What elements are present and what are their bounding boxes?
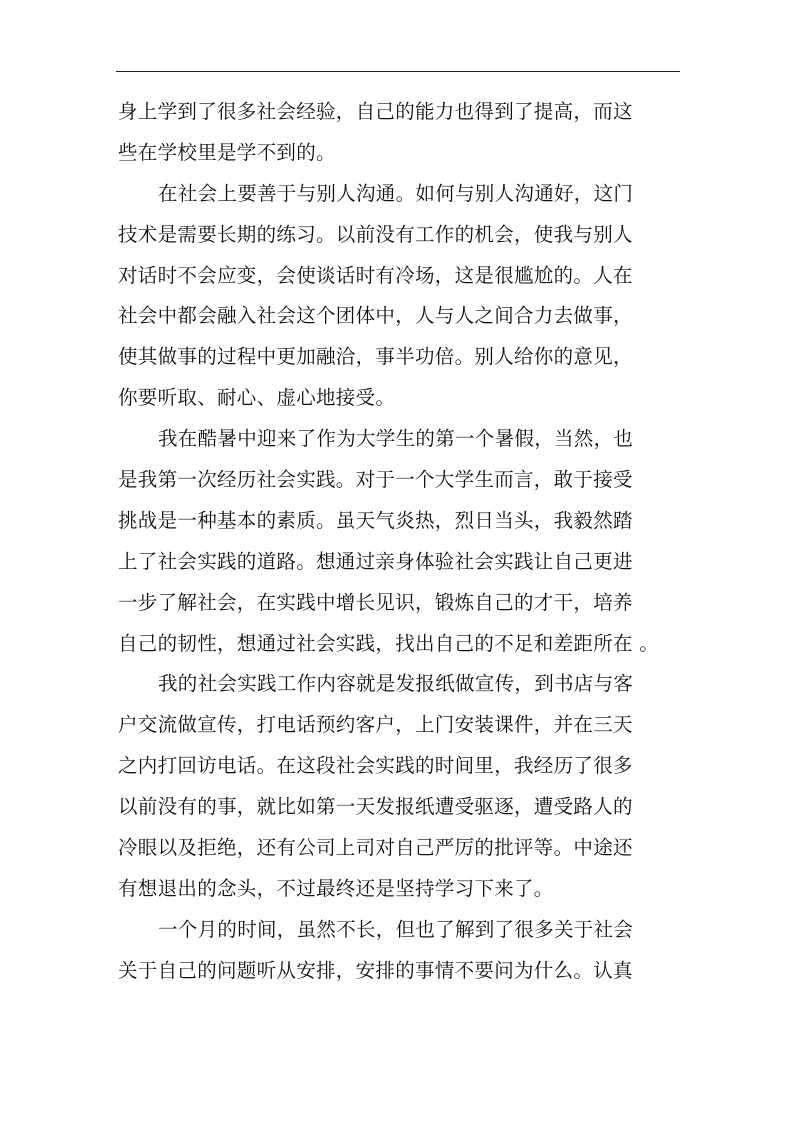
text-line: 你要听取、耐心、虚心地接受。 (118, 386, 396, 410)
text-line: 自己的韧性，想通过社会实践，找出自己的不足和差距所在 。 (118, 631, 660, 655)
text-line: 关于自己的问题听从安排，安排的事情不要问为什么。认真 (118, 958, 633, 982)
text-line: 户交流做宣传，打电话预约客户，上门安装课件，并在三天 (118, 713, 633, 737)
text-line: 身上学到了很多社会经验，自己的能力也得到了提高，而这 (118, 100, 633, 123)
header-rule (116, 71, 680, 72)
text-line: 冷眼以及拒绝，还有公司上司对自己严厉的批评等。中途还 (118, 836, 633, 860)
text-line: 我在酷暑中迎来了作为大学生的第一个暑假，当然，也 (158, 427, 634, 451)
text-line: 一个月的时间，虽然不长，但也了解到了很多关于社会 (158, 917, 634, 941)
text-line: 以前没有的事，就比如第一天发报纸遭受驱逐，遭受路人的 (118, 795, 633, 819)
text-line: 有想退出的念头，不过最终还是坚持学习下来了。 (118, 876, 554, 900)
text-line: 技术是需要长期的练习。以前没有工作的机会，使我与别人 (118, 222, 633, 246)
text-line: 我的社会实践工作内容就是发报纸做宣传，到书店与客 (158, 672, 634, 696)
text-line: 上了社会实践的道路。想通过亲身体验社会实践让自己更进 (118, 549, 633, 573)
body-text (118, 92, 684, 992)
text-line: 一步了解社会，在实践中增长见识，锻炼自己的才干，培养 (118, 590, 633, 614)
text-line: 使其做事的过程中更加融洽，事半功倍。别人给你的意见， (118, 345, 633, 369)
text-line: 挑战是一种基本的素质。虽天气炎热，烈日当头，我毅然踏 (118, 508, 633, 532)
text-line: 对话时不会应变，会使谈话时有冷场，这是很尴尬的。人在 (118, 263, 633, 287)
text-line: 是我第一次经历社会实践。对于一个大学生而言，敢于接受 (118, 468, 633, 492)
text-line: 之内打回访电话。在这段社会实践的时间里，我经历了很多 (118, 754, 633, 778)
text-line: 社会中都会融入社会这个团体中，人与人之间合力去做事， (118, 304, 633, 328)
text-line: 在社会上要善于与别人沟通。如何与别人沟通好，这门 (158, 181, 634, 205)
text-line: 些在学校里是学不到的。 (118, 140, 336, 164)
